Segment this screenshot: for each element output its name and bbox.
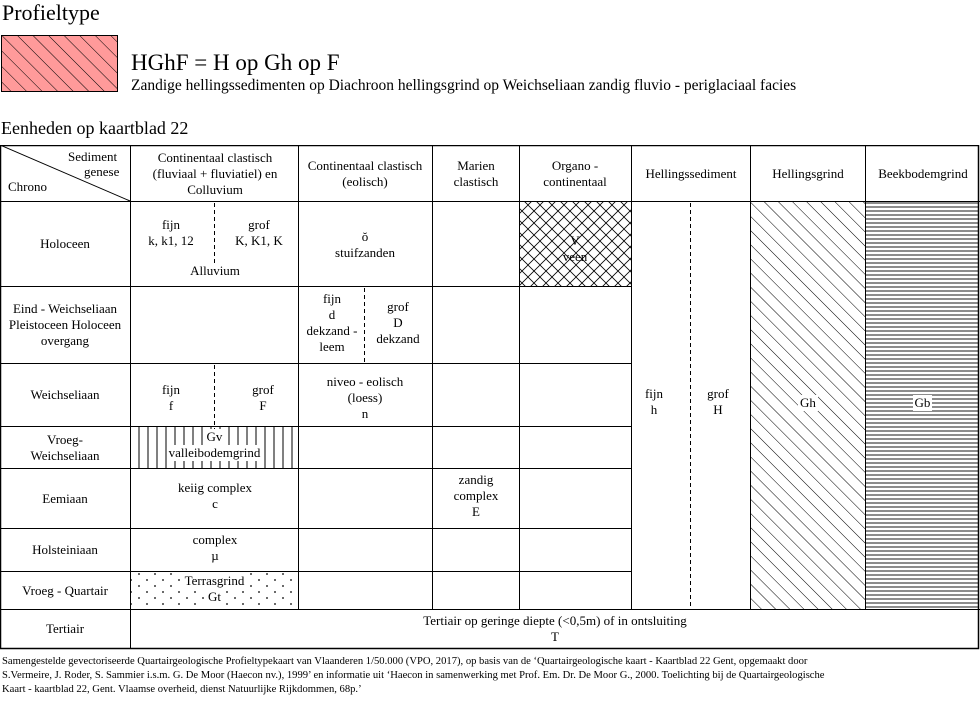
dekzand-grof-code: D [393, 315, 403, 330]
complex-code: µ [211, 548, 219, 563]
alluvium-grof [222, 217, 296, 249]
column-header-hellingssediment: Hellingssediment [645, 166, 737, 181]
weichseliaan-fijn [136, 382, 206, 414]
corner-sediment-label: Sediment [68, 149, 118, 164]
complex-mu [136, 532, 294, 564]
alluvium-fijn-label: fijn [161, 217, 181, 232]
complex-name: complex [192, 532, 238, 547]
zandig-code: E [472, 504, 480, 519]
dekzand-fijn-name2: leem [319, 339, 345, 354]
loess [300, 374, 430, 422]
alluvium-grof-label: grof [248, 217, 270, 232]
dekzand-fijn-code: d [328, 307, 336, 322]
chrono-genese-table [0, 145, 980, 650]
page-title: Profieltype [2, 0, 100, 25]
helling-fijn [636, 386, 672, 418]
row-header-holsteiniaan: Holsteiniaan [32, 542, 98, 557]
valleibodemgrind-code: Gv [206, 429, 223, 444]
legend-description: Zandige hellingssedimenten op Diachroon hellingsgrind op Weichseliaan zandig fluvio - periglaciaal facies [131, 77, 797, 94]
hellingsgrind-code-text: Gh [800, 395, 816, 410]
helling-grof-label: grof [707, 386, 729, 401]
alluvium-fijn-code: k, k1, 12 [148, 233, 194, 248]
terrasgrind [131, 573, 298, 605]
dekzand-fijn [300, 291, 364, 355]
column-header-eolisch: Continentaal clastisch (eolisch) [307, 158, 423, 189]
legend-swatch [1, 35, 118, 92]
row-header-vroeg-quartair: Vroeg - Quartair [22, 582, 108, 598]
tertiair-cell [131, 611, 979, 647]
column-header-hellingsgrind: Hellingsgrind [772, 166, 844, 181]
corner-genese-label: genese [84, 164, 120, 179]
weichseliaan-fijn-label: fijn [161, 382, 181, 397]
loess-line2: (loess) [347, 390, 383, 405]
column-header-beekbodemgrind: Beekbodemgrind [878, 166, 968, 181]
dekzand-fijn-name1: dekzand - [306, 323, 358, 338]
row-header-tertiair: Tertiair [45, 621, 85, 636]
dekzand-fijn-label: fijn [322, 291, 342, 306]
helling-fijn-code: h [650, 402, 658, 417]
loess-line1: niveo - eolisch [326, 374, 404, 389]
veen [540, 233, 610, 265]
beekbodemgrind-code-text: Gb [914, 395, 931, 410]
zandig-line1: zandig [458, 472, 494, 487]
hellingsgrind-code [751, 395, 865, 411]
veen-code: V [570, 233, 580, 248]
legend-code: HGhF = H op Gh op F [131, 50, 340, 75]
tertiair-code: T [551, 629, 559, 644]
row-header-holoceen: Holoceen [40, 236, 90, 251]
helling-grof-code: H [713, 402, 723, 417]
dekzand-grof-name: dekzand [376, 331, 420, 346]
source-note [2, 655, 977, 697]
source-line-1: Samengestelde gevectoriseerde Quartairgeologische Profieltypekaart van Vlaanderen 1/50.000 (VPO, 2017), op basis van de ‘Quartairgeologische kaart - Kaartblad 22 Gent, opgemaakt door [2, 656, 808, 667]
tertiair-text: Tertiair op geringe diepte (<0,5m) of in ontsluiting [423, 613, 687, 628]
keiig-complex [136, 480, 294, 512]
column-header-marien: Marien clastisch [453, 158, 499, 189]
alluvium-fijn [136, 217, 206, 249]
terrasgrind-code: Gt [208, 589, 221, 604]
weichseliaan-grof [226, 382, 300, 414]
weichseliaan-grof-code: F [259, 398, 267, 413]
terrasgrind-name: Terrasgrind [184, 573, 245, 588]
source-line-3: Kaart - kaartblad 22, Gent. Vlaamse overheid, dienst Natuurlijke Rijkdommen, 68p.’ [2, 684, 362, 695]
valleibodemgrind [131, 429, 298, 461]
row-header-eind-weichseliaan: Eind - Weichseliaan Pleistoceen Holoceen overgang [8, 301, 122, 348]
loess-code: n [361, 406, 369, 421]
row-header-weichseliaan: Weichseliaan [30, 387, 100, 402]
keiig-code: c [212, 496, 218, 511]
weichseliaan-grof-label: grof [252, 382, 274, 397]
zandig-complex [434, 472, 518, 520]
stuifzanden-name: stuifzanden [335, 245, 395, 260]
stuifzanden [300, 229, 430, 261]
column-header-organo: Organo - continentaal [543, 158, 607, 189]
corner-chrono-label: Chrono [8, 179, 47, 194]
zandig-line2: complex [453, 488, 499, 503]
row-header-eemiaan: Eemiaan [42, 490, 88, 506]
section-title: Eenheden op kaartblad 22 [1, 118, 189, 138]
alluvium-grof-code: K, K1, K [235, 233, 283, 248]
row-header-vroeg-weichseliaan: Vroeg- Weichseliaan [30, 431, 100, 463]
dekzand-grof [366, 299, 430, 347]
helling-fijn-label: fijn [644, 386, 664, 401]
weichseliaan-fijn-code: f [168, 398, 174, 413]
veen-name: veen [562, 249, 588, 264]
helling-grof [700, 386, 736, 418]
column-header-fluviaal: Continentaal clastisch (fluviaal + fluviatiel) en Colluvium [152, 150, 278, 197]
keiig-name: keiig complex [177, 480, 252, 495]
valleibodemgrind-name: valleibodemgrind [168, 445, 261, 460]
dekzand-grof-label: grof [387, 299, 409, 314]
stuifzanden-code: ŏ [361, 229, 369, 244]
beekbodemgrind-code [866, 395, 979, 411]
alluvium-name: Alluvium [190, 263, 240, 278]
source-line-2: S.Vermeire, J. Roder, S. Sammier i.s.m. G. De Moor (Haecon nv.), 1999’ en informatie uit ‘Haecon in samenwerking met Prof. Em. Dr. De Moor G., 2000. Toelichting bij de Quartairgeologische [2, 670, 825, 681]
